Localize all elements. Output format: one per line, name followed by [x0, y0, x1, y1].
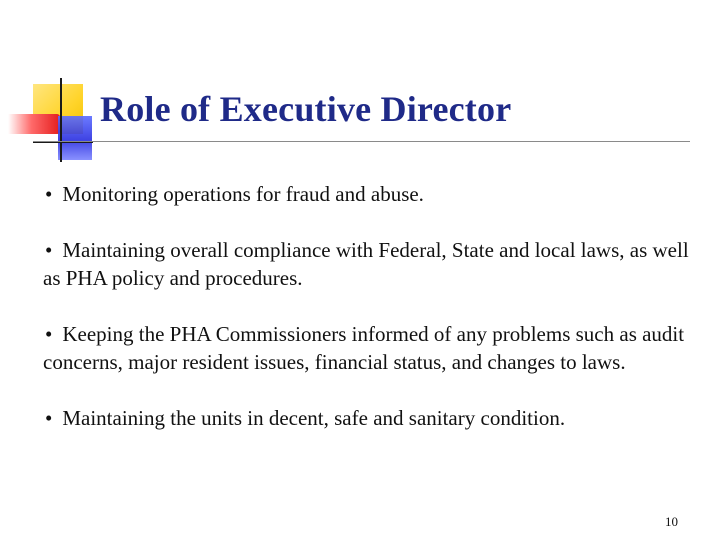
bullet-text: Maintaining overall compliance with Federal, State and local laws, as well as PHA policy and procedures.: [43, 238, 689, 290]
bullet-list: [43, 180, 693, 432]
bullet-text: Keeping the PHA Commissioners informed of any problems such as audit concerns, major resident issues, financial status, and changes to laws.: [43, 322, 685, 374]
bullet-item: [43, 404, 693, 432]
bullet-marker: •: [45, 322, 53, 346]
bullet-marker: •: [45, 238, 53, 262]
bullet-item: [43, 180, 693, 208]
bullet-marker: •: [45, 406, 53, 430]
bullet-item: [43, 320, 693, 376]
bullet-text: Maintaining the units in decent, safe and sanitary condition.: [62, 406, 566, 430]
bullet-item: [43, 236, 693, 292]
logo-red-bar: [8, 114, 60, 134]
bullet-marker: •: [45, 182, 53, 206]
logo-blue-square: [58, 116, 92, 160]
logo-vertical-line: [60, 78, 62, 162]
bullet-text: Monitoring operations for fraud and abuse.: [62, 182, 424, 206]
title-underline: [33, 141, 690, 142]
page-number: 10: [665, 514, 678, 529]
slide-title: Role of Executive Director: [100, 89, 512, 129]
